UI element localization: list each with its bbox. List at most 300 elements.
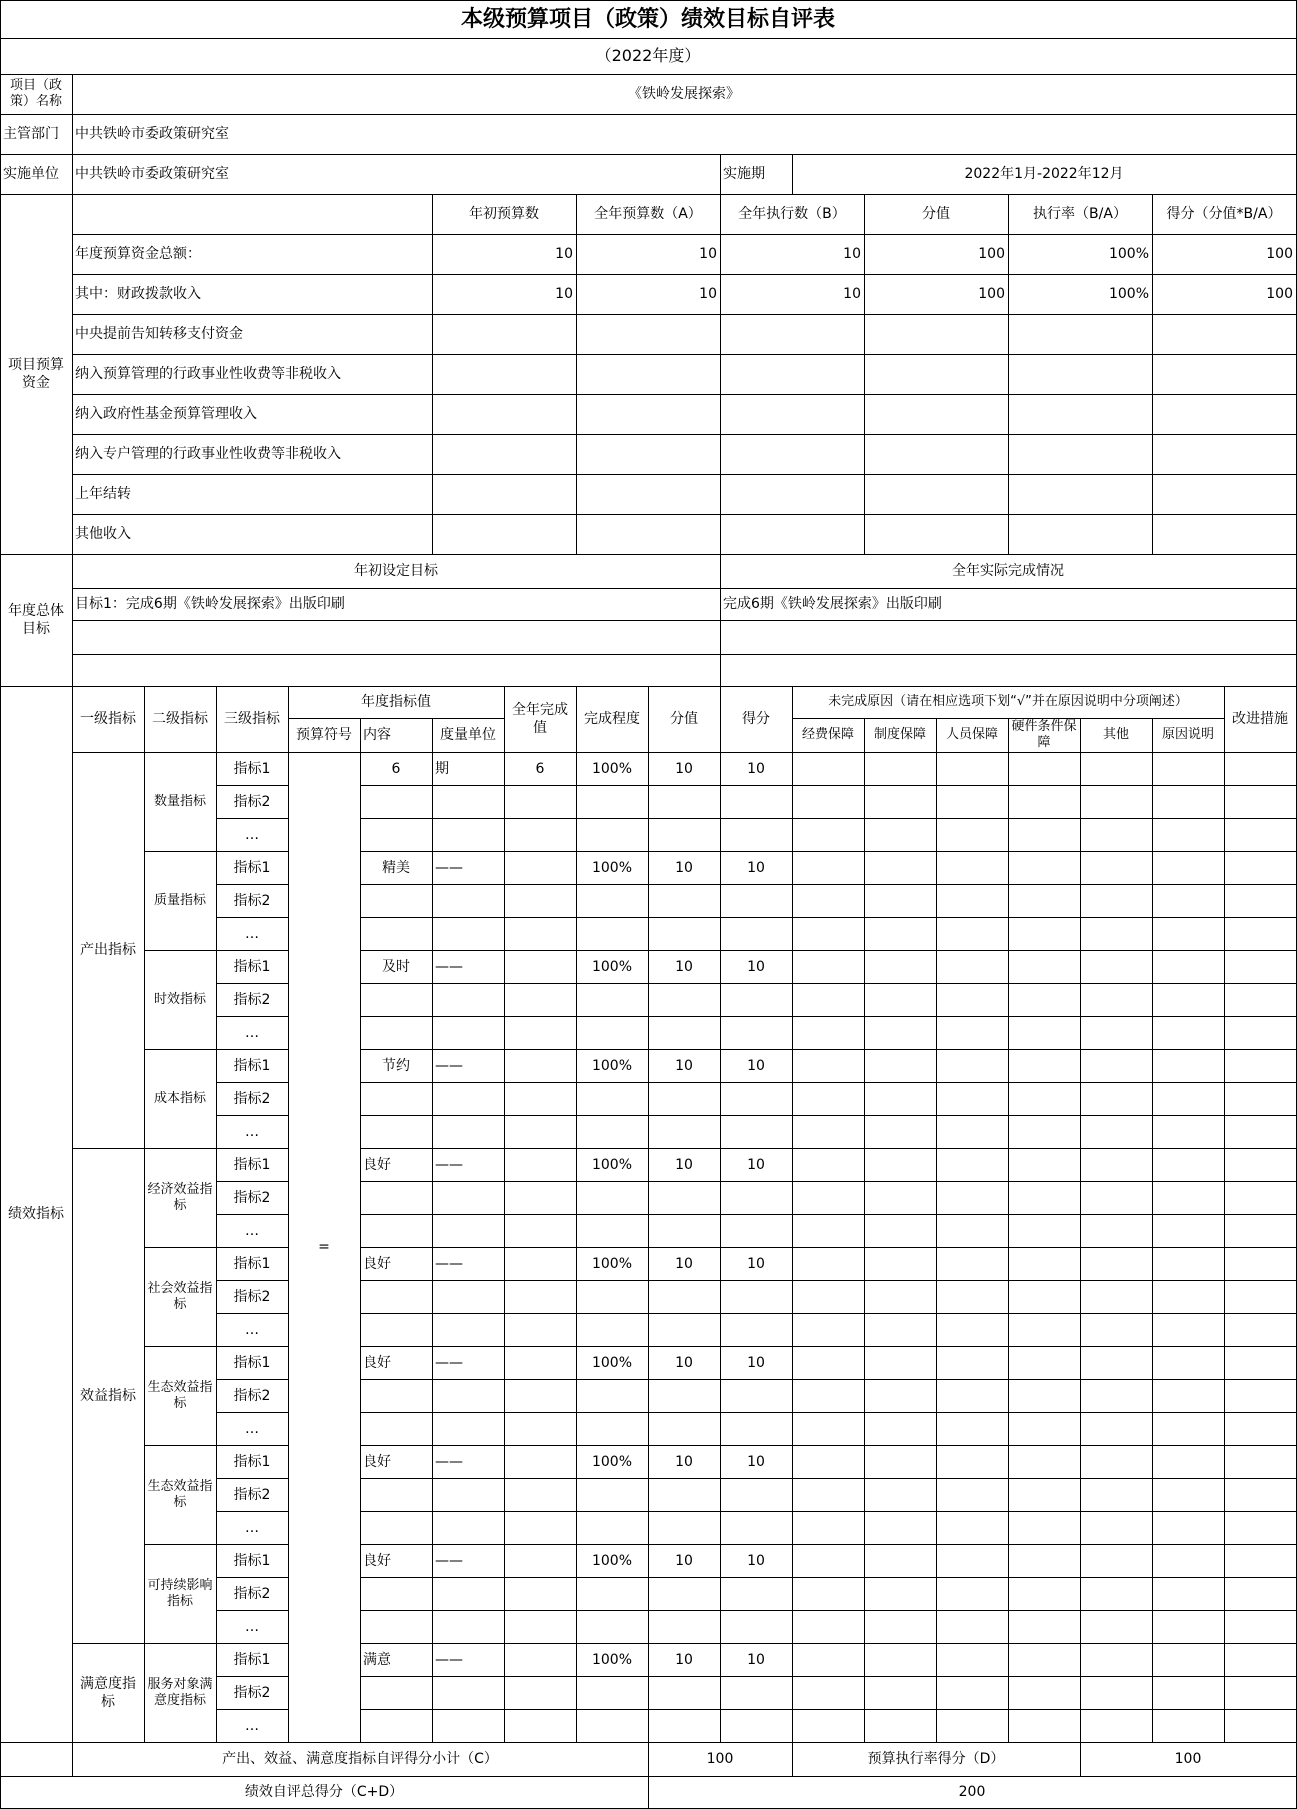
goal-initial-header: 年初设定目标 bbox=[72, 554, 721, 589]
empty-cell bbox=[1008, 1445, 1081, 1479]
empty-cell bbox=[1080, 1445, 1153, 1479]
empty-cell bbox=[360, 1115, 433, 1149]
empty-cell bbox=[936, 1610, 1009, 1644]
goal-blank bbox=[720, 620, 1297, 655]
full-year-header: 全年完成值 bbox=[504, 686, 577, 753]
empty-cell bbox=[1224, 1379, 1297, 1413]
score-value-header: 分值 bbox=[648, 686, 721, 753]
indicator-unit: 期 bbox=[432, 752, 505, 786]
empty-cell bbox=[720, 785, 793, 819]
empty-cell bbox=[432, 1082, 505, 1116]
empty-cell bbox=[720, 983, 793, 1017]
empty-cell bbox=[1008, 1511, 1081, 1545]
empty-cell bbox=[648, 785, 721, 819]
level3-label: 指标1 bbox=[216, 1445, 289, 1479]
level2-group: 成本指标 bbox=[144, 1049, 217, 1149]
empty-cell bbox=[936, 950, 1009, 984]
budget-value bbox=[432, 394, 577, 435]
indicator-unit: —— bbox=[432, 1148, 505, 1182]
budget-value bbox=[1008, 394, 1153, 435]
indicator-score-value: 10 bbox=[648, 1049, 721, 1083]
goal-blank bbox=[720, 654, 1297, 687]
empty-cell bbox=[1152, 1643, 1225, 1677]
empty-cell bbox=[360, 1379, 433, 1413]
empty-cell bbox=[1152, 884, 1225, 918]
empty-cell bbox=[576, 1709, 649, 1743]
empty-cell bbox=[792, 983, 865, 1017]
empty-cell bbox=[648, 884, 721, 918]
budget-value bbox=[1008, 514, 1153, 555]
budget-value bbox=[1008, 474, 1153, 515]
empty-cell bbox=[576, 1379, 649, 1413]
budget-value bbox=[1152, 314, 1297, 355]
indicator-unit: —— bbox=[432, 950, 505, 984]
empty-cell bbox=[720, 1676, 793, 1710]
indicator-score: 10 bbox=[720, 851, 793, 885]
budget-value: 10 bbox=[432, 274, 577, 315]
empty-cell bbox=[1008, 917, 1081, 951]
empty-cell bbox=[1080, 1280, 1153, 1314]
empty-cell bbox=[576, 1181, 649, 1215]
empty-cell bbox=[792, 1676, 865, 1710]
empty-cell bbox=[432, 818, 505, 852]
empty-cell bbox=[792, 1577, 865, 1611]
budget-value bbox=[576, 474, 721, 515]
indicator-unit: —— bbox=[432, 1247, 505, 1281]
indicator-content: 良好 bbox=[360, 1544, 433, 1578]
budget-value bbox=[1008, 434, 1153, 475]
level2-group: 生态效益指标 bbox=[144, 1445, 217, 1545]
department-value: 中共铁岭市委政策研究室 bbox=[72, 114, 1297, 155]
indicator-content: 良好 bbox=[360, 1445, 433, 1479]
empty-cell bbox=[504, 1280, 577, 1314]
indicator-score: 10 bbox=[720, 1247, 793, 1281]
empty-cell bbox=[936, 1115, 1009, 1149]
empty-cell bbox=[504, 1379, 577, 1413]
empty-cell bbox=[648, 818, 721, 852]
empty-cell bbox=[720, 1610, 793, 1644]
level3-label: … bbox=[216, 1610, 289, 1644]
unit-value: 中共铁岭市委政策研究室 bbox=[72, 154, 721, 195]
budget-funds-label: 项目预算资金 bbox=[0, 194, 73, 555]
budget-value: 10 bbox=[720, 274, 865, 315]
indicator-unit: —— bbox=[432, 1544, 505, 1578]
empty-cell bbox=[504, 1610, 577, 1644]
empty-cell bbox=[792, 1643, 865, 1677]
empty-cell bbox=[432, 1379, 505, 1413]
empty-cell bbox=[1008, 818, 1081, 852]
empty-cell bbox=[1224, 1115, 1297, 1149]
budget-value bbox=[1008, 354, 1153, 395]
subtotal-label: 产出、效益、满意度指标自评得分小计（C） bbox=[72, 1742, 649, 1777]
indicator-score: 10 bbox=[720, 950, 793, 984]
empty-cell bbox=[792, 1379, 865, 1413]
empty-cell bbox=[936, 1676, 1009, 1710]
goal-blank bbox=[72, 620, 721, 655]
empty-cell bbox=[1224, 950, 1297, 984]
empty-cell bbox=[504, 1214, 577, 1248]
empty-cell bbox=[1008, 851, 1081, 885]
level2-header: 二级指标 bbox=[144, 686, 217, 753]
level2-group: 可持续影响指标 bbox=[144, 1544, 217, 1644]
empty-cell bbox=[864, 1643, 937, 1677]
indicator-content: 良好 bbox=[360, 1346, 433, 1380]
empty-cell bbox=[1008, 1676, 1081, 1710]
indicator-score-value: 10 bbox=[648, 1643, 721, 1677]
empty-cell bbox=[576, 1610, 649, 1644]
budget-value bbox=[1152, 434, 1297, 475]
indicator-score: 10 bbox=[720, 1049, 793, 1083]
page-title: 本级预算项目（政策）绩效目标自评表 bbox=[0, 0, 1297, 39]
goal-actual-header: 全年实际完成情况 bbox=[720, 554, 1297, 589]
empty-cell bbox=[1224, 1412, 1297, 1446]
level1-group: 产出指标 bbox=[72, 752, 145, 1149]
empty-cell bbox=[720, 1181, 793, 1215]
level3-label: 指标2 bbox=[216, 1082, 289, 1116]
level3-label: 指标2 bbox=[216, 884, 289, 918]
level3-label: … bbox=[216, 818, 289, 852]
level3-label: 指标2 bbox=[216, 1280, 289, 1314]
empty-cell bbox=[576, 983, 649, 1017]
budget-value bbox=[720, 514, 865, 555]
empty-cell bbox=[936, 1379, 1009, 1413]
empty-cell bbox=[864, 1412, 937, 1446]
indicator-content: 精美 bbox=[360, 851, 433, 885]
budget-row-label: 中央提前告知转移支付资金 bbox=[72, 314, 433, 355]
indicator-full-year bbox=[504, 1049, 577, 1083]
empty-cell bbox=[864, 1049, 937, 1083]
budget-row-label: 其他收入 bbox=[72, 514, 433, 555]
empty-cell bbox=[504, 785, 577, 819]
empty-cell bbox=[648, 1214, 721, 1248]
empty-cell bbox=[1008, 1148, 1081, 1182]
budget-value: 10 bbox=[576, 274, 721, 315]
empty-cell bbox=[936, 1082, 1009, 1116]
department-label: 主管部门 bbox=[0, 114, 73, 155]
empty-cell bbox=[504, 1016, 577, 1050]
empty-cell bbox=[1224, 1181, 1297, 1215]
empty-cell bbox=[1080, 1148, 1153, 1182]
empty-cell bbox=[1008, 884, 1081, 918]
empty-cell bbox=[576, 1511, 649, 1545]
level3-label: … bbox=[216, 1016, 289, 1050]
empty-cell bbox=[432, 1181, 505, 1215]
budget-value bbox=[864, 434, 1009, 475]
level2-group: 社会效益指标 bbox=[144, 1247, 217, 1347]
empty-cell bbox=[1224, 1511, 1297, 1545]
budget-header: 年初预算数 bbox=[432, 194, 577, 235]
empty-cell bbox=[936, 1643, 1009, 1677]
empty-cell bbox=[360, 1016, 433, 1050]
empty-cell bbox=[1224, 1148, 1297, 1182]
indicator-full-year bbox=[504, 1148, 577, 1182]
empty-cell bbox=[1080, 1247, 1153, 1281]
budget-value: 100% bbox=[1008, 274, 1153, 315]
empty-cell bbox=[576, 818, 649, 852]
empty-cell bbox=[648, 1082, 721, 1116]
budget-value bbox=[432, 354, 577, 395]
empty-cell bbox=[792, 1016, 865, 1050]
empty-cell bbox=[432, 884, 505, 918]
empty-cell bbox=[1080, 1676, 1153, 1710]
indicator-unit: —— bbox=[432, 851, 505, 885]
indicator-unit: —— bbox=[432, 1049, 505, 1083]
annual-value-header: 年度指标值 bbox=[288, 686, 505, 719]
empty-cell bbox=[936, 851, 1009, 885]
empty-cell bbox=[792, 1445, 865, 1479]
empty-cell bbox=[936, 1577, 1009, 1611]
empty-cell bbox=[864, 1610, 937, 1644]
empty-cell bbox=[936, 917, 1009, 951]
empty-cell bbox=[1080, 1181, 1153, 1215]
level3-label: 指标2 bbox=[216, 1577, 289, 1611]
empty-cell bbox=[720, 1313, 793, 1347]
empty-cell bbox=[720, 1511, 793, 1545]
indicator-completion: 100% bbox=[576, 1643, 649, 1677]
empty-cell bbox=[576, 1676, 649, 1710]
budget-value: 100% bbox=[1008, 234, 1153, 275]
empty-cell bbox=[1080, 1511, 1153, 1545]
empty-cell bbox=[864, 917, 937, 951]
budget-row-label: 纳入政府性基金预算管理收入 bbox=[72, 394, 433, 435]
empty-cell bbox=[720, 1115, 793, 1149]
empty-cell bbox=[648, 917, 721, 951]
level2-group: 数量指标 bbox=[144, 752, 217, 852]
empty-cell bbox=[792, 851, 865, 885]
empty-cell bbox=[504, 1577, 577, 1611]
empty-cell bbox=[648, 1379, 721, 1413]
empty-cell bbox=[1152, 1148, 1225, 1182]
empty-cell bbox=[1008, 983, 1081, 1017]
empty-cell bbox=[864, 1544, 937, 1578]
empty-cell bbox=[936, 752, 1009, 786]
budget-row-label: 纳入专户管理的行政事业性收费等非税收入 bbox=[72, 434, 433, 475]
empty-cell bbox=[1152, 1709, 1225, 1743]
empty-cell bbox=[1152, 1214, 1225, 1248]
unit-label: 实施单位 bbox=[0, 154, 73, 195]
empty-cell bbox=[504, 1181, 577, 1215]
empty-cell bbox=[1152, 1280, 1225, 1314]
reasons-header: 未完成原因（请在相应选项下划“√”并在原因说明中分项阐述） bbox=[792, 686, 1225, 719]
level3-label: … bbox=[216, 1511, 289, 1545]
empty-cell bbox=[720, 1412, 793, 1446]
empty-cell bbox=[1080, 1412, 1153, 1446]
score-header: 得分 bbox=[720, 686, 793, 753]
empty-cell bbox=[432, 1511, 505, 1545]
indicator-full-year: 6 bbox=[504, 752, 577, 786]
empty-cell bbox=[1224, 1313, 1297, 1347]
empty-cell bbox=[360, 1478, 433, 1512]
budget-value bbox=[720, 474, 865, 515]
empty-cell bbox=[1008, 1280, 1081, 1314]
empty-cell bbox=[1224, 1247, 1297, 1281]
indicator-full-year bbox=[504, 950, 577, 984]
empty-cell bbox=[864, 1511, 937, 1545]
budget-value bbox=[576, 514, 721, 555]
empty-cell bbox=[792, 1709, 865, 1743]
empty-cell bbox=[864, 851, 937, 885]
empty-cell bbox=[1152, 1445, 1225, 1479]
empty-cell bbox=[1152, 983, 1225, 1017]
empty-cell bbox=[792, 1214, 865, 1248]
budget-value bbox=[1152, 514, 1297, 555]
empty-cell bbox=[432, 1478, 505, 1512]
empty-cell bbox=[792, 884, 865, 918]
empty-cell bbox=[1224, 1445, 1297, 1479]
level3-header: 三级指标 bbox=[216, 686, 289, 753]
empty-cell bbox=[1080, 1577, 1153, 1611]
empty-cell bbox=[864, 1082, 937, 1116]
level3-label: … bbox=[216, 1313, 289, 1347]
empty-cell bbox=[1152, 917, 1225, 951]
budget-value bbox=[720, 434, 865, 475]
budget-value: 10 bbox=[720, 234, 865, 275]
indicator-full-year bbox=[504, 1346, 577, 1380]
level3-label: … bbox=[216, 1115, 289, 1149]
budget-row-label: 上年结转 bbox=[72, 474, 433, 515]
indicator-score-value: 10 bbox=[648, 851, 721, 885]
empty-cell bbox=[864, 884, 937, 918]
level3-label: 指标1 bbox=[216, 1148, 289, 1182]
completion-header: 完成程度 bbox=[576, 686, 649, 753]
empty-cell bbox=[360, 983, 433, 1017]
level3-label: 指标1 bbox=[216, 950, 289, 984]
empty-cell bbox=[1080, 785, 1153, 819]
budget-value bbox=[864, 354, 1009, 395]
empty-cell bbox=[1224, 851, 1297, 885]
indicator-score-value: 10 bbox=[648, 1148, 721, 1182]
budget-value bbox=[864, 514, 1009, 555]
empty-cell bbox=[720, 1379, 793, 1413]
empty-cell bbox=[1224, 1610, 1297, 1644]
empty-cell bbox=[432, 1280, 505, 1314]
empty-cell bbox=[1080, 752, 1153, 786]
empty-cell bbox=[1080, 1379, 1153, 1413]
empty-cell bbox=[720, 1280, 793, 1314]
indicator-score: 10 bbox=[720, 1445, 793, 1479]
empty-cell bbox=[360, 1313, 433, 1347]
empty-cell bbox=[1080, 950, 1153, 984]
budget-header: 全年预算数（A） bbox=[576, 194, 721, 235]
budget-value: 100 bbox=[864, 234, 1009, 275]
empty-cell bbox=[1008, 785, 1081, 819]
empty-cell bbox=[1152, 950, 1225, 984]
empty-cell bbox=[1008, 1709, 1081, 1743]
empty-cell bbox=[648, 1115, 721, 1149]
empty-cell bbox=[864, 950, 937, 984]
indicator-completion: 100% bbox=[576, 1247, 649, 1281]
level2-group: 生态效益指标 bbox=[144, 1346, 217, 1446]
empty-cell bbox=[576, 1478, 649, 1512]
empty-cell bbox=[864, 752, 937, 786]
empty-cell bbox=[1080, 818, 1153, 852]
empty-cell bbox=[1224, 1577, 1297, 1611]
indicator-completion: 100% bbox=[576, 1544, 649, 1578]
total-label: 绩效自评总得分（C+D） bbox=[0, 1776, 649, 1809]
empty-cell bbox=[792, 1082, 865, 1116]
indicator-completion: 100% bbox=[576, 950, 649, 984]
budget-header: 全年执行数（B） bbox=[720, 194, 865, 235]
reason-col-header: 经费保障 bbox=[792, 718, 865, 753]
empty-cell bbox=[432, 1676, 505, 1710]
indicator-unit: —— bbox=[432, 1346, 505, 1380]
empty-cell bbox=[1152, 1313, 1225, 1347]
empty-cell bbox=[936, 1181, 1009, 1215]
level3-label: … bbox=[216, 1709, 289, 1743]
empty-cell bbox=[576, 1214, 649, 1248]
empty-cell bbox=[432, 1412, 505, 1446]
budget-header: 分值 bbox=[864, 194, 1009, 235]
empty-cell bbox=[864, 1181, 937, 1215]
empty-cell bbox=[432, 983, 505, 1017]
budget-value bbox=[576, 434, 721, 475]
reason-col-header: 硬件条件保障 bbox=[1008, 718, 1081, 753]
empty-cell bbox=[720, 818, 793, 852]
goal-blank bbox=[72, 654, 721, 687]
empty-cell bbox=[1152, 1115, 1225, 1149]
indicator-full-year bbox=[504, 1247, 577, 1281]
empty-cell bbox=[432, 1016, 505, 1050]
empty-cell bbox=[576, 884, 649, 918]
empty-cell bbox=[720, 1709, 793, 1743]
empty-cell bbox=[792, 1346, 865, 1380]
empty-cell bbox=[0, 1742, 73, 1777]
empty-cell bbox=[504, 1676, 577, 1710]
empty-cell bbox=[1224, 1709, 1297, 1743]
indicator-content: 良好 bbox=[360, 1148, 433, 1182]
empty-cell bbox=[1008, 1643, 1081, 1677]
level3-label: 指标2 bbox=[216, 785, 289, 819]
budget-value bbox=[864, 314, 1009, 355]
empty-cell bbox=[360, 785, 433, 819]
indicator-unit: —— bbox=[432, 1643, 505, 1677]
empty-cell bbox=[360, 1511, 433, 1545]
empty-cell bbox=[936, 1478, 1009, 1512]
empty-cell bbox=[360, 917, 433, 951]
empty-cell bbox=[576, 1082, 649, 1116]
empty-cell bbox=[792, 1115, 865, 1149]
empty-cell bbox=[1008, 1544, 1081, 1578]
empty-cell bbox=[1008, 752, 1081, 786]
empty-cell bbox=[648, 1412, 721, 1446]
empty-cell bbox=[576, 1577, 649, 1611]
empty-cell bbox=[792, 1280, 865, 1314]
empty-cell bbox=[648, 1709, 721, 1743]
empty-cell bbox=[1224, 1478, 1297, 1512]
empty-cell bbox=[648, 1577, 721, 1611]
budget-value: 100 bbox=[1152, 234, 1297, 275]
empty-cell bbox=[1008, 1016, 1081, 1050]
empty-cell bbox=[576, 1412, 649, 1446]
empty-cell bbox=[864, 1577, 937, 1611]
level3-label: 指标2 bbox=[216, 1181, 289, 1215]
empty-cell bbox=[1152, 851, 1225, 885]
level3-label: 指标1 bbox=[216, 752, 289, 786]
empty-cell bbox=[432, 1577, 505, 1611]
empty-cell bbox=[1080, 1049, 1153, 1083]
empty-cell bbox=[648, 1016, 721, 1050]
empty-cell bbox=[720, 917, 793, 951]
indicator-score: 10 bbox=[720, 1544, 793, 1578]
empty-cell bbox=[576, 1313, 649, 1347]
empty-cell bbox=[1224, 983, 1297, 1017]
level3-label: 指标1 bbox=[216, 851, 289, 885]
empty-cell bbox=[936, 884, 1009, 918]
empty-cell bbox=[576, 785, 649, 819]
project-name-value: 《铁岭发展探索》 bbox=[72, 74, 1297, 115]
level3-label: … bbox=[216, 1412, 289, 1446]
empty-cell bbox=[1152, 1346, 1225, 1380]
